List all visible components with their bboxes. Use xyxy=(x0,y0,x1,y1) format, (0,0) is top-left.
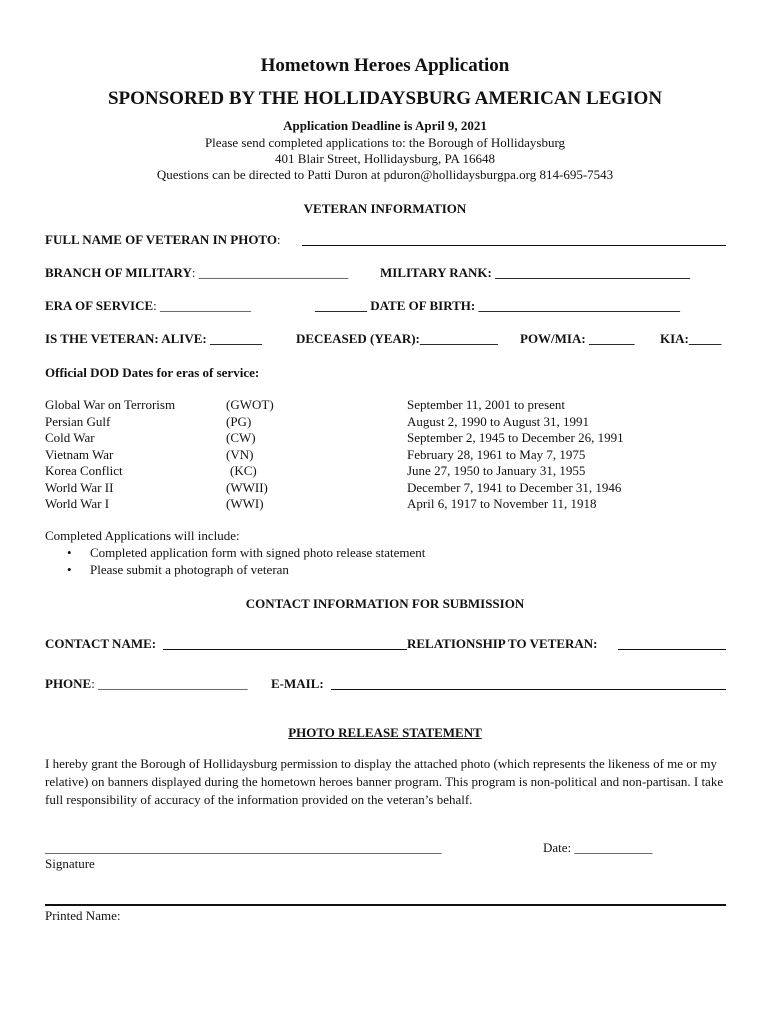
questions-text: Questions can be directed to Patti Duron at pduron@hollidaysburgpa.org 814-695-7543 xyxy=(156,167,614,182)
era-dates: September 11, 2001 to present xyxy=(407,397,566,412)
form-subtitle: SPONSORED BY THE HOLLIDAYSBURG AMERICAN LEGION xyxy=(107,88,663,109)
era-codes-column xyxy=(226,397,274,513)
branch-field[interactable]: _______________________ xyxy=(198,265,349,280)
era-dates: September 2, 1945 to December 26, 1991 xyxy=(407,430,624,445)
era-dates: April 6, 1917 to November 11, 1918 xyxy=(407,496,597,511)
era-dates: June 27, 1950 to January 31, 1955 xyxy=(407,463,586,478)
era-row xyxy=(45,298,251,314)
branch-label: BRANCH OF MILITARY xyxy=(45,265,192,280)
full-name-row xyxy=(45,232,281,248)
era-field[interactable]: ______________ xyxy=(160,298,252,313)
phone-row xyxy=(45,676,248,692)
date-field[interactable]: Date: ____________ xyxy=(543,840,653,855)
era-dates: December 7, 1941 to December 31, 1946 xyxy=(407,479,622,495)
era-code: (GWOT) xyxy=(226,397,274,412)
branch-colon: : xyxy=(191,265,196,280)
email-field[interactable] xyxy=(331,678,726,690)
veteran-info-heading: VETERAN INFORMATION xyxy=(303,201,467,216)
rank-field[interactable]: MILITARY RANK: ______________________________ xyxy=(380,265,691,280)
release-text: I hereby grant the Borough of Hollidaysburg permission to display the attached photo (which represents the likeness of me or my relative) on banners displayed during the hometown heroes banner program. This program is non-political and non-partisan. I take full responsibility of accuracy of the information provided on the veteran’s behalf. xyxy=(45,756,724,807)
email-label: E-MAIL: xyxy=(271,676,324,691)
contact-name-label: CONTACT NAME: xyxy=(45,636,157,651)
contact-heading: CONTACT INFORMATION FOR SUBMISSION xyxy=(245,596,525,611)
kia-field[interactable]: KIA:_____ xyxy=(660,331,722,346)
signature-label: Signature xyxy=(45,856,95,871)
signature-field[interactable]: _____________________________________________________________ xyxy=(45,840,442,855)
full-name-colon: : xyxy=(276,232,281,247)
relationship-field[interactable] xyxy=(618,638,726,650)
era-dates-column xyxy=(407,397,624,513)
era-name: World War II xyxy=(45,479,114,495)
completed-list xyxy=(45,545,425,579)
printed-name-label: Printed Name: xyxy=(45,908,121,923)
era-code: (WWII) xyxy=(226,479,268,495)
branch-row xyxy=(45,265,348,281)
era-name: Vietnam War xyxy=(45,446,114,462)
alive-field[interactable]: IS THE VETERAN: ALIVE: ________ xyxy=(45,331,262,346)
era-name: Cold War xyxy=(45,430,95,445)
era-names-column xyxy=(45,397,175,513)
full-name-field[interactable] xyxy=(302,234,726,246)
era-dates: February 28, 1961 to May 7, 1975 xyxy=(407,446,586,462)
contact-name-field[interactable] xyxy=(163,638,407,650)
era-name: Global War on Terrorism xyxy=(45,397,176,412)
phone-field[interactable]: : _______________________ xyxy=(91,676,248,691)
send-to-text: Please send completed applications to: the Borough of Hollidaysburg xyxy=(204,135,566,150)
phone-label: PHONE xyxy=(45,676,92,691)
era-name: World War I xyxy=(45,496,110,511)
era-name: Persian Gulf xyxy=(45,413,111,429)
completed-intro: Completed Applications will include: xyxy=(45,528,240,543)
era-code: (KC) xyxy=(230,463,257,478)
era-dates: August 2, 1990 to August 31, 1991 xyxy=(407,413,590,429)
deadline-text: Application Deadline is April 9, 2021 xyxy=(283,118,487,133)
deceased-field[interactable]: DECEASED (YEAR):____________ xyxy=(296,331,498,346)
list-item: • Please submit a photograph of veteran xyxy=(45,562,425,579)
printed-name-line[interactable] xyxy=(45,904,726,906)
form-title: Hometown Heroes Application xyxy=(260,55,510,76)
era-code: (VN) xyxy=(226,446,254,462)
era-code: (WWI) xyxy=(226,496,264,511)
dob-field[interactable]: ________ DATE OF BIRTH: _______________________________ xyxy=(315,298,680,313)
address-text: 401 Blair Street, Hollidaysburg, PA 16648 xyxy=(275,151,495,166)
pow-mia-field[interactable]: POW/MIA: _______ xyxy=(520,331,635,346)
era-code: (PG) xyxy=(226,413,252,429)
era-label: ERA OF SERVICE xyxy=(45,298,154,313)
dod-heading: Official DOD Dates for eras of service: xyxy=(45,365,260,380)
list-item: • Completed application form with signed photo release statement xyxy=(45,545,425,562)
release-heading: PHOTO RELEASE STATEMENT xyxy=(288,725,482,740)
relationship-label: RELATIONSHIP TO VETERAN: xyxy=(407,636,598,651)
era-code: (CW) xyxy=(226,430,256,445)
era-colon: : xyxy=(153,298,157,313)
full-name-label: FULL NAME OF VETERAN IN PHOTO xyxy=(45,232,277,247)
era-name: Korea Conflict xyxy=(45,463,123,478)
